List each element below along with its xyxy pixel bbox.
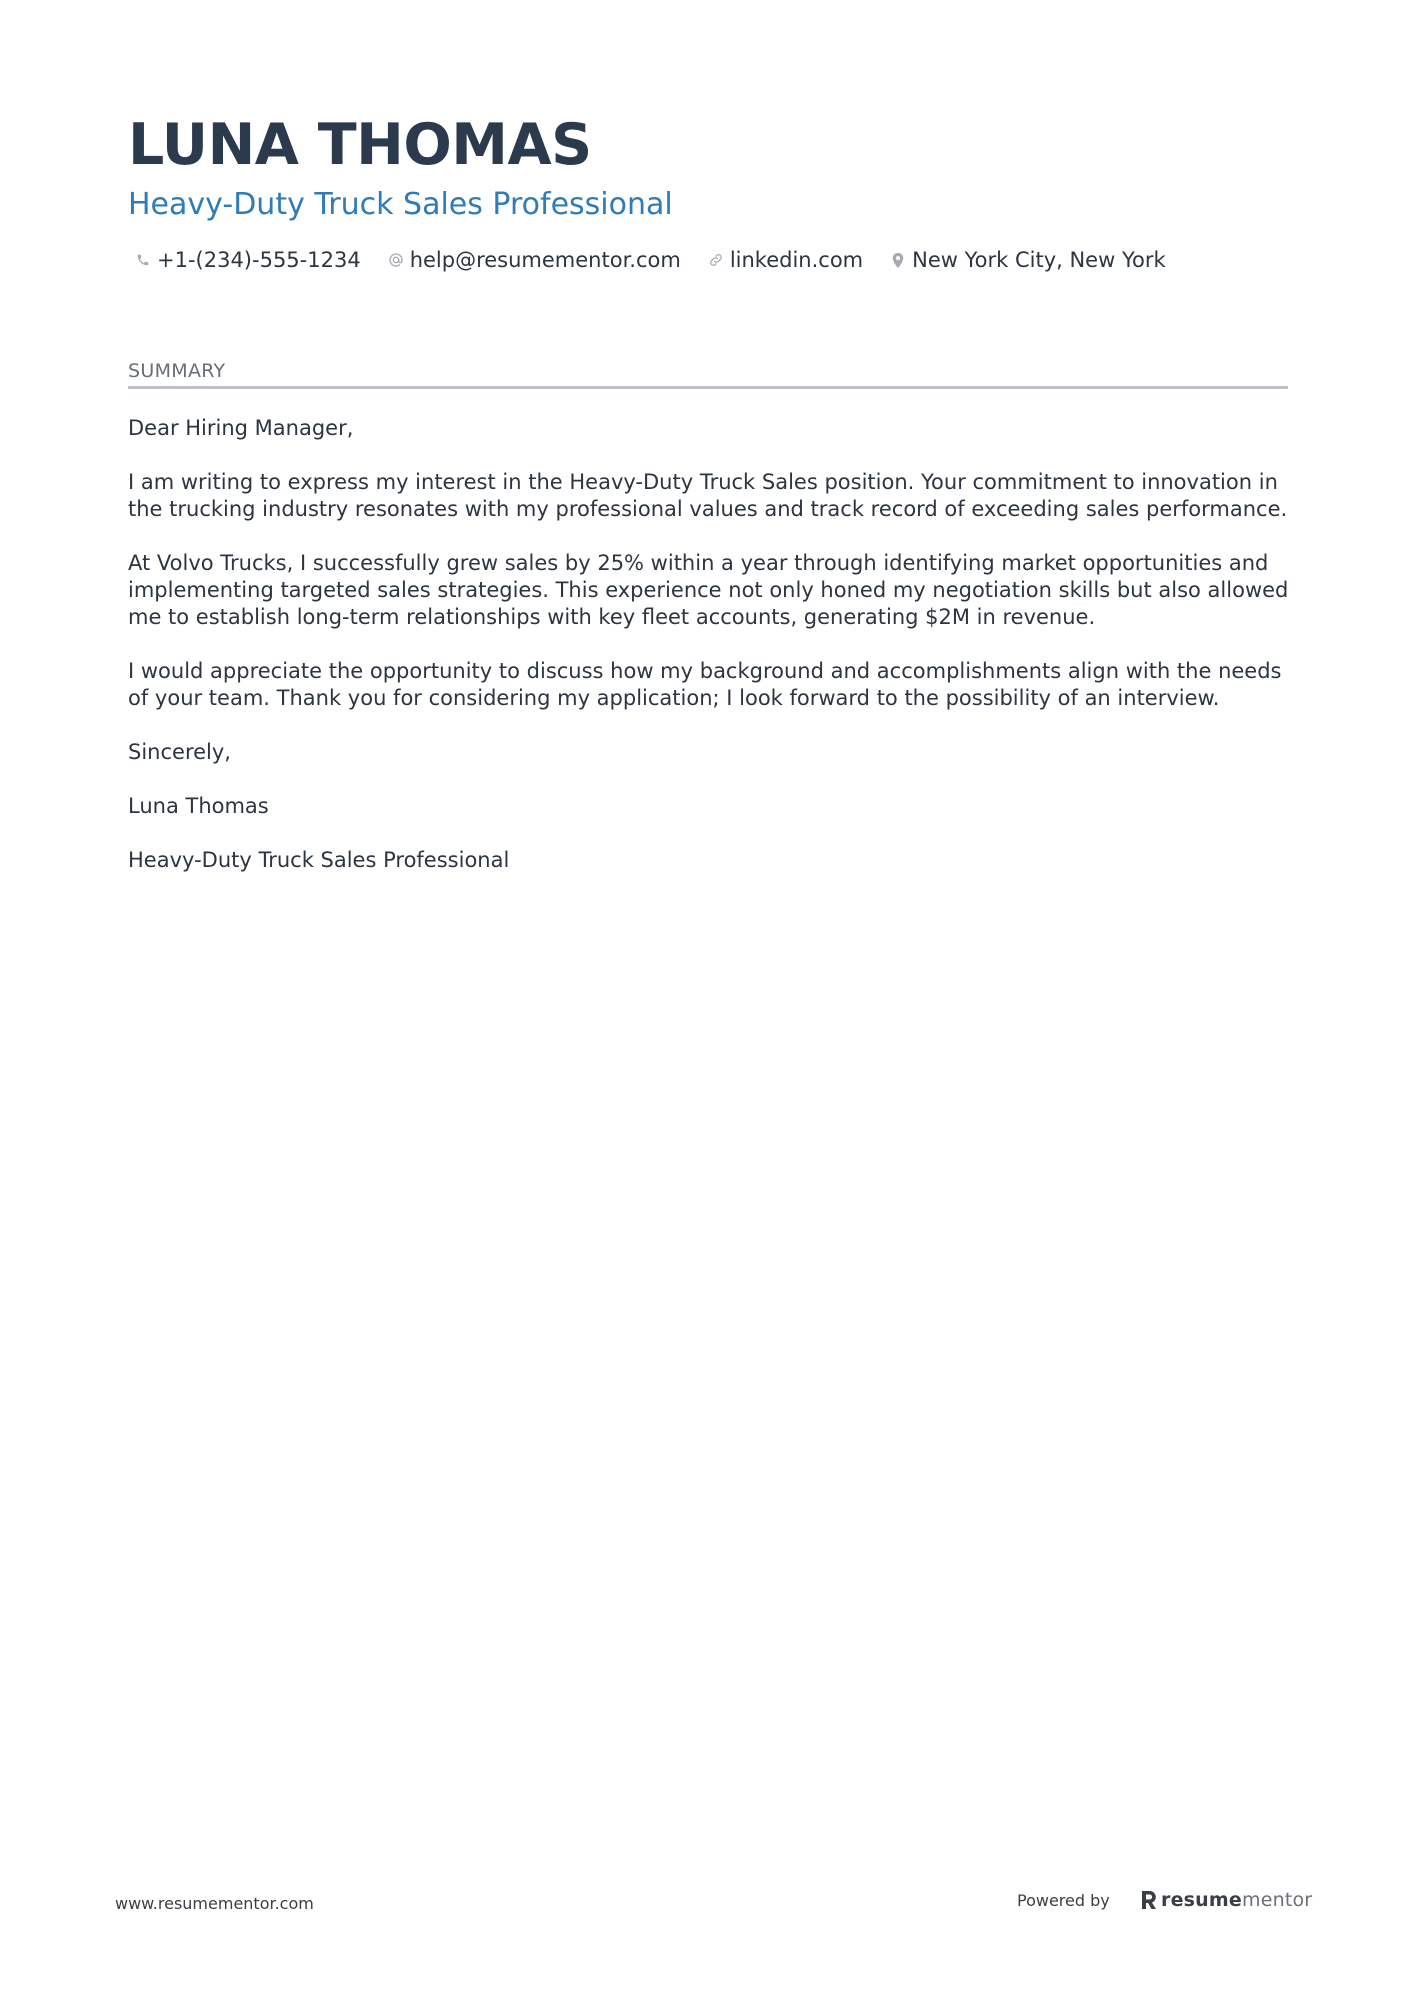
location-pin-icon bbox=[889, 249, 907, 271]
contact-location bbox=[889, 245, 1166, 275]
brand-text-light: mentor bbox=[1241, 1889, 1313, 1911]
signature-name: Luna Thomas bbox=[128, 794, 269, 818]
section-title-summary: SUMMARY bbox=[128, 360, 226, 382]
letter-paragraph: I would appreciate the opportunity to discuss how my background and accomplishments align with the needs of your team. Thank you for considering my application; I look forward to the possibility of an interview. bbox=[128, 659, 1282, 710]
contact-email[interactable] bbox=[387, 245, 681, 275]
section-divider bbox=[128, 386, 1288, 389]
resumementor-logo[interactable] bbox=[1140, 1885, 1312, 1915]
link-icon bbox=[707, 249, 725, 271]
signature-title: Heavy-Duty Truck Sales Professional bbox=[128, 848, 510, 872]
contact-linkedin-text[interactable]: linkedin.com bbox=[729, 248, 864, 272]
contact-email-text[interactable]: help@resumementor.com bbox=[409, 248, 681, 272]
contact-bar bbox=[134, 245, 1192, 275]
letter-salutation: Dear Hiring Manager, bbox=[128, 416, 354, 440]
resumementor-wordmark bbox=[1161, 1887, 1312, 1913]
letter-closing: Sincerely, bbox=[128, 740, 231, 764]
phone-icon bbox=[134, 249, 152, 271]
footer-website-link[interactable]: www.resumementor.com bbox=[115, 1894, 314, 1913]
resumementor-logo-icon bbox=[1140, 1889, 1158, 1911]
at-icon bbox=[387, 249, 405, 271]
letter-body bbox=[128, 415, 1293, 901]
brand-text-strong: resume bbox=[1161, 1889, 1242, 1911]
powered-by-label: Powered by bbox=[1017, 1891, 1110, 1910]
letter-paragraph: I am writing to express my interest in the Heavy-Duty Truck Sales position. Your commitment to innovation in the trucking industry resonates with my professional values and track record of exceeding sales performance. bbox=[128, 470, 1288, 521]
contact-location-text: New York City, New York bbox=[912, 248, 1166, 272]
contact-phone-text: +1-(234)-555-1234 bbox=[157, 248, 361, 272]
applicant-title: Heavy-Duty Truck Sales Professional bbox=[128, 187, 673, 222]
contact-linkedin[interactable] bbox=[707, 245, 863, 275]
applicant-name: LUNA THOMAS bbox=[128, 112, 592, 178]
contact-phone bbox=[134, 245, 361, 275]
letter-paragraph: At Volvo Trucks, I successfully grew sales by 25% within a year through identifying market opportunities and implementing targeted sales strategies. This experience not only honed my negotiation skills but also allowed me to establish long-term relationships with key fleet accounts, generating $2M in revenue. bbox=[128, 551, 1289, 629]
